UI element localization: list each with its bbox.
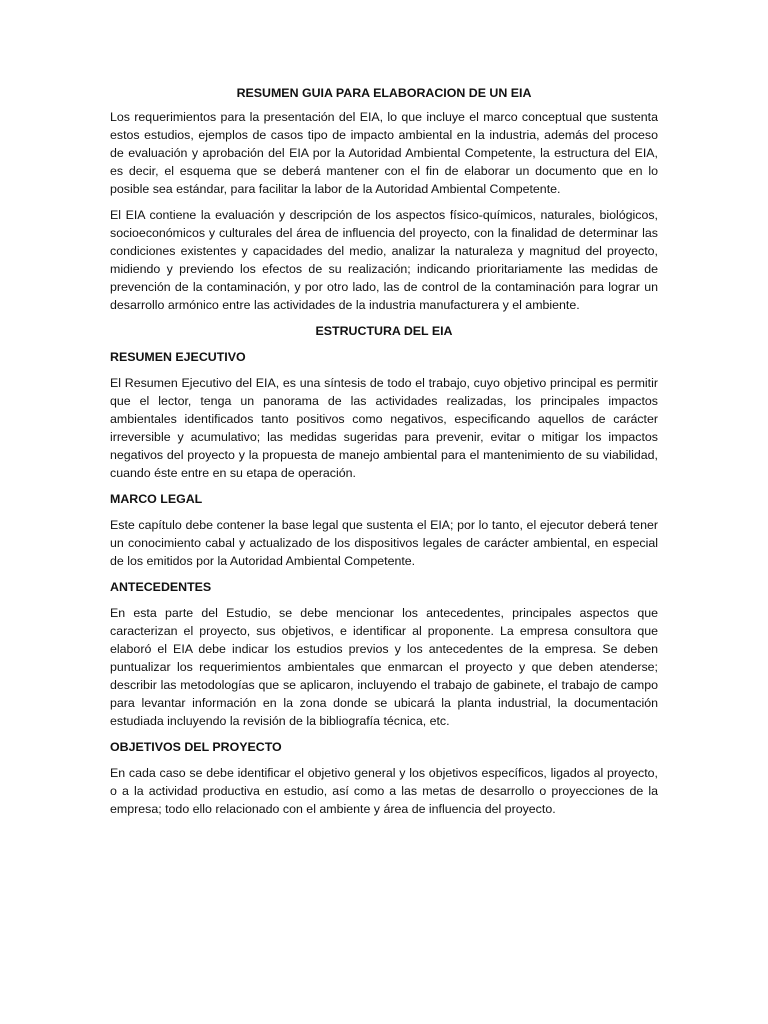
intro-paragraph-1: Los requerimientos para la presentación del EIA, lo que incluye el marco conceptual que sustenta estos estudios, ejemplos de casos tipo de impacto ambiental en la industria, además del proceso de evaluación y aprobación del EIA por la Autoridad Ambiental Competente, la estructura del EIA, es decir, el esquema que se deberá mantener con el fin de elaborar un documento que en lo posible sea estándar, para facilitar la labor de la Autoridad Ambiental Competente. <box>110 110 658 196</box>
section-heading-objetivos: OBJETIVOS DEL PROYECTO <box>110 740 282 754</box>
section-heading-resumen-ejecutivo: RESUMEN EJECUTIVO <box>110 350 246 364</box>
section-body-antecedentes: En esta parte del Estudio, se debe mencionar los antecedentes, principales aspectos que caracterizan el proyecto, sus objetivos, e identificar al proponente. La empresa consultora que elaboró el EIA debe indicar los estudios previos y los antecedentes de la empresa. Se deben puntualizar los requerimientos ambientales que enmarcan el proyecto y que deben atenderse; describir las metodologías que se aplicaron, incluyendo el trabajo de gabinete, el trabajo de campo para levantar información en la zona donde se ubicará la planta industrial, la documentación estudiada incluyendo la revisión de la bibliografía técnica, etc. <box>110 606 658 728</box>
document-content <box>110 84 658 826</box>
structure-heading: ESTRUCTURA DEL EIA <box>315 324 453 338</box>
section-body-resumen-ejecutivo: El Resumen Ejecutivo del EIA, es una síntesis de todo el trabajo, cuyo objetivo principal es permitir que el lector, tenga un panorama de las actividades realizadas, los principales impactos ambientales identificados tanto positivos como negativos, especificando aquellos de carácter irreversible y acumulativo; las medidas sugeridas para prevenir, evitar o mitigar los impactos negativos del proyecto y la propuesta de manejo ambiental para el mantenimiento de su viabilidad, cuando éste entre en su etapa de operación. <box>110 376 658 480</box>
section-heading-marco-legal: MARCO LEGAL <box>110 492 203 506</box>
intro-paragraph-2: El EIA contiene la evaluación y descripción de los aspectos físico-químicos, naturales, biológicos, socioeconómicos y culturales del área de influencia del proyecto, con la finalidad de determinar las condiciones existentes y capacidades del medio, analizar la naturaleza y magnitud del proyecto, midiendo y previendo los efectos de su realización; indicando prioritariamente las medidas de prevención de la contaminación, y por otro lado, las de control de la contaminación para lograr un desarrollo armónico entre las actividades de la industria manufacturera y el ambiente. <box>110 208 658 312</box>
section-body-marco-legal: Este capítulo debe contener la base legal que sustenta el EIA; por lo tanto, el ejecutor deberá tener un conocimiento cabal y actualizado de los dispositivos legales de carácter ambiental, en especial de los emitidos por la Autoridad Ambiental Competente. <box>110 518 658 568</box>
section-body-objetivos: En cada caso se debe identificar el objetivo general y los objetivos específicos, ligados al proyecto, o a la actividad productiva en estudio, así como a las metas de desarrollo o proyecciones de la empresa; todo ello relacionado con el ambiente y área de influencia del proyecto. <box>110 766 658 816</box>
section-heading-antecedentes: ANTECEDENTES <box>110 580 212 594</box>
document-title: RESUMEN GUIA PARA ELABORACION DE UN EIA <box>236 86 532 100</box>
